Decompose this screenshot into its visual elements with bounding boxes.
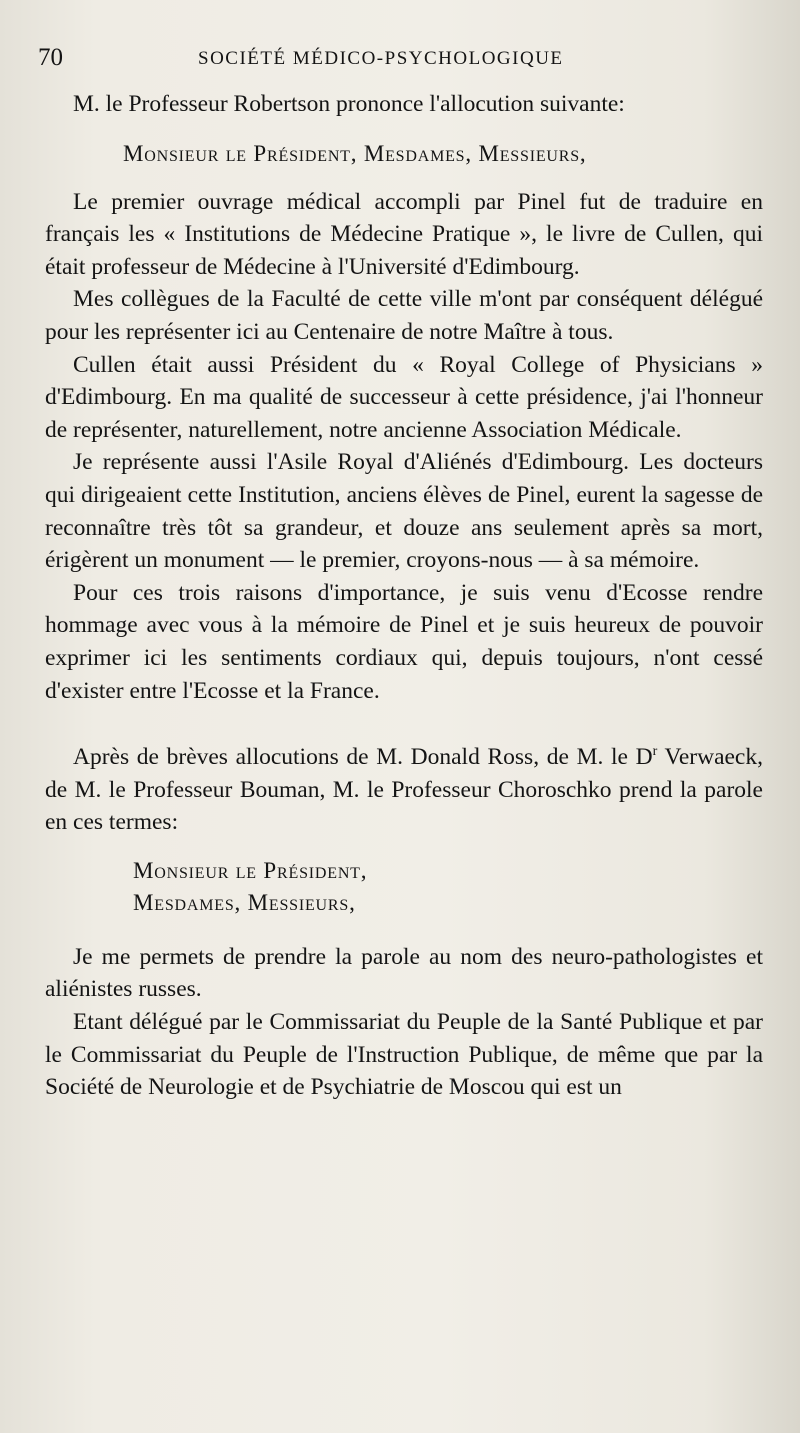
allocutions-text-start: Après de brèves allocutions de M. Donald Ross, de M. le D (73, 744, 653, 771)
running-head: SOCIÉTÉ MÉDICO-PSYCHOLOGIQUE (198, 48, 564, 69)
paragraph-royal-asylum: Je représente aussi l'Asile Royal d'Aliénés d'Edimbourg. Les docteurs qui dirigeaient cette Institution, anciens élèves de Pinel, eurent la sagesse de reconnaître très tôt sa grandeur, et douze ans seulement après sa mort, érigèrent un monument — le premier, croyons-nous — à sa mémoire. (45, 449, 763, 574)
paragraph-royal-college: Cullen était aussi Président du « Royal College of Physicians » d'Edimbourg. En ma qualité de successeur à cette présidence, j'ai l'honneur de représenter, naturellement, notre ancienne Association Médicale. (45, 351, 763, 443)
paragraph-allocutions (45, 741, 763, 839)
doctor-superscript: r (652, 744, 658, 760)
salutation-line-1: Monsieur le Président, (133, 857, 368, 883)
page-number: 70 (38, 44, 63, 71)
intro-paragraph: M. le Professeur Robertson prononce l'allocution suivante: (73, 91, 625, 117)
paragraph-three-reasons: Pour ces trois raisons d'importance, je suis venu d'Ecosse rendre hommage avec vous à la mémoire de Pinel et je suis heureux de pouvoir exprimer ici les sentiments cordiaux qui, depuis toujours, n'ont cessé d'exister entre l'Ecosse et la France. (45, 579, 763, 704)
paragraph-cullen-translation: Le premier ouvrage médical accompli par Pinel fut de traduire en français les « Institutions de Médecine Pratique », le livre de Cullen, qui était professeur de Médecine à l'Université d'Edimbourg. (45, 188, 763, 280)
body-text (45, 88, 763, 1104)
paragraph-russian-delegates: Je me permets de prendre la parole au nom des neuro-pathologistes et aliénistes russes. (45, 943, 763, 1003)
paragraph-commissariat: Etant délégué par le Commissariat du Peuple de la Santé Publique et par le Commissariat du Peuple de l'Instruction Publique, de même que par la Société de Neurologie et de Psychiatrie de Moscou qui est un (45, 1009, 763, 1101)
allocutions-text-end: Verwaeck, de M. le Professeur Bouman, M. le Professeur Choroschko prend la parole en ces termes: (45, 744, 763, 836)
salutation-robertson: Monsieur le Président, Mesdames, Messieurs, (123, 140, 587, 166)
section-gap (45, 707, 763, 741)
paragraph-delegation: Mes collègues de la Faculté de cette ville m'ont par conséquent délégué pour les représenter ici au Centenaire de notre Maître à tous. (45, 286, 763, 345)
salutation-line-2: Mesdames, Messieurs, (133, 889, 356, 915)
salutation-choroschko (45, 855, 763, 919)
page-header (38, 40, 738, 76)
